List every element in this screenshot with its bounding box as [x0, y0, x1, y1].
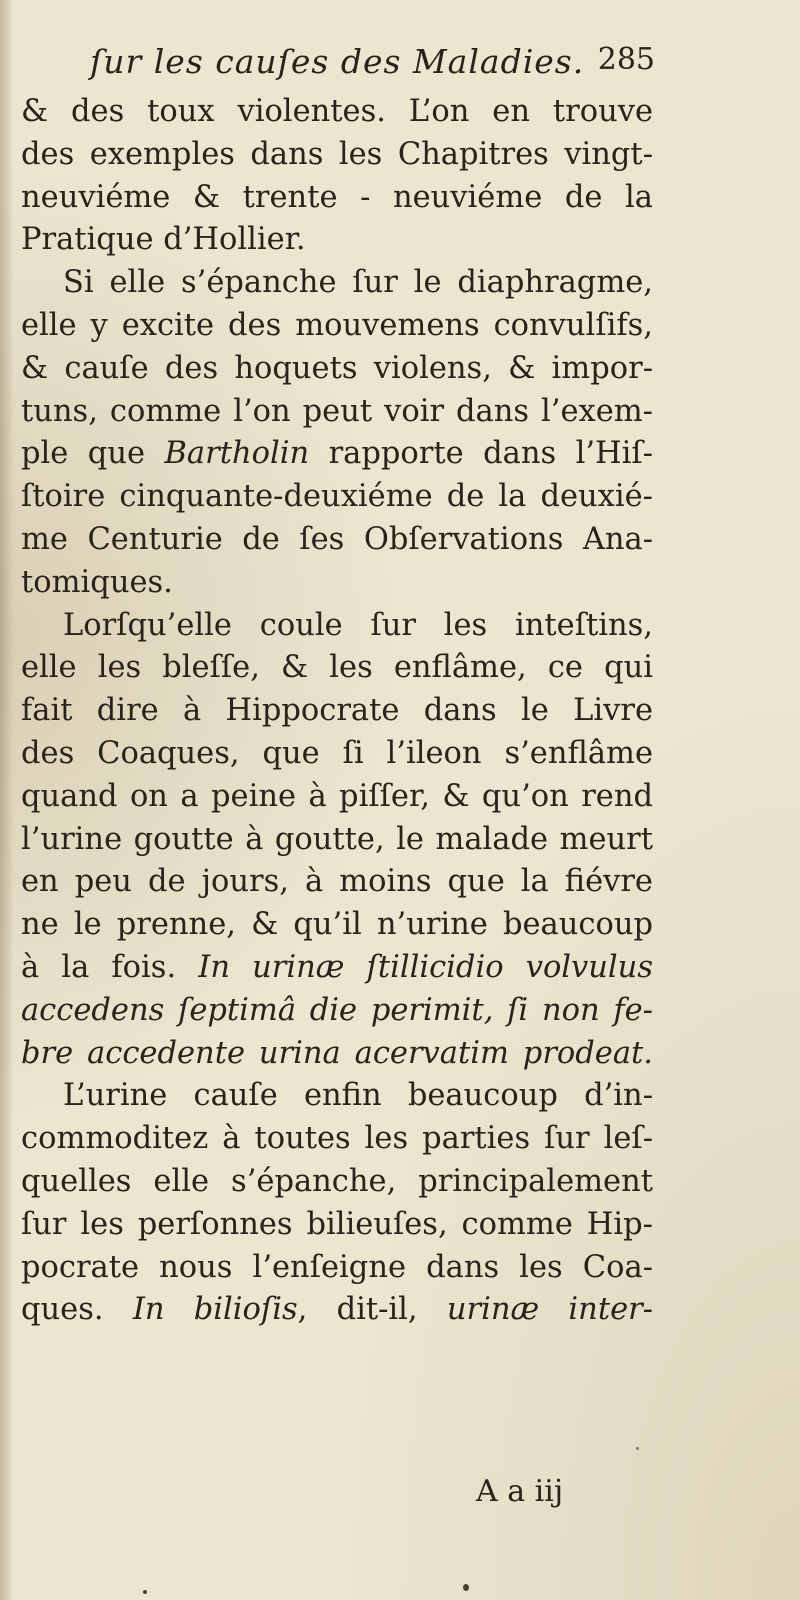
text-segment: pocrate nous l’enſeigne dans les Coa- [21, 1249, 653, 1285]
text-line [21, 91, 653, 134]
text-line [21, 819, 653, 862]
text-line [21, 1033, 653, 1076]
text-line [21, 1204, 653, 1247]
text-line [21, 1161, 653, 1204]
text-segment: fait dire à Hippocrate dans le Livre [21, 693, 653, 729]
text-segment: Lorſqu’elle coule ſur les inteſtins, [63, 607, 653, 643]
text-segment: elle les bleſſe, & les enflâme, ce qui [21, 650, 653, 686]
text-line [21, 776, 653, 819]
text-segment: & des toux violentes. L’on en trouve [21, 94, 653, 129]
text-segment: ques. [21, 1292, 133, 1328]
italic-text-segment: urinæ inter- [446, 1292, 654, 1328]
text-segment: neuviéme & trente - neuviéme de la [21, 179, 653, 215]
text-line [21, 562, 653, 605]
text-line [21, 1118, 653, 1161]
text-segment: l’urine goutte à goutte, le malade meurt [21, 821, 653, 857]
page-number: 285 [597, 42, 655, 77]
text-segment: tuns, comme l’on peut voir dans l’exem- [21, 393, 653, 429]
text-line [21, 990, 653, 1033]
text-line [21, 690, 653, 733]
binding-gutter-shadow [0, 0, 14, 1600]
text-line [21, 733, 653, 776]
italic-text-segment: accedens ſeptimâ die perimit, ſi non fe- [21, 992, 653, 1028]
text-line [21, 947, 653, 990]
text-segment: à la fois. [21, 949, 199, 985]
text-segment: ſur les perſonnes bilieuſes, comme Hip- [21, 1206, 653, 1242]
text-segment: , dit-il, [297, 1292, 447, 1328]
text-segment: ſtoire cinquante-deuxiéme de la deuxié- [21, 479, 653, 515]
body-text [21, 91, 653, 1332]
ink-speck [636, 1447, 639, 1450]
italic-text-segment: Bartholin [164, 436, 310, 472]
text-line [21, 476, 653, 519]
text-line [21, 262, 653, 305]
text-line [21, 519, 653, 562]
text-segment: quelles elle s’épanche, principalement [21, 1163, 653, 1199]
text-line [21, 348, 653, 391]
ink-speck [143, 1590, 147, 1594]
text-segment: rapporte dans l’Hiſ- [309, 436, 654, 472]
text-segment: L’urine cauſe enfin beaucoup d’in- [63, 1078, 653, 1114]
text-segment: me Centurie de ſes Obſervations Ana- [21, 521, 653, 557]
text-line [21, 177, 653, 220]
page-header [90, 42, 655, 92]
text-segment: ple que [21, 436, 165, 472]
text-line [21, 605, 653, 648]
text-segment: des Coaques, que ſi l’ileon s’enflâme [21, 735, 653, 771]
text-line [21, 1075, 653, 1118]
text-segment: tomiques. [21, 564, 173, 600]
signature-mark: A a iij [476, 1474, 564, 1509]
text-segment: Pratique d’Hollier. [21, 222, 306, 258]
text-line [21, 904, 653, 947]
text-line [21, 433, 653, 476]
text-segment: des exemples dans les Chapitres vingt- [21, 136, 653, 172]
text-segment: Si elle s’épanche ſur le diaphragme, [63, 265, 653, 301]
text-segment: ne le prenne, & qu’il n’urine beaucoup [21, 907, 653, 943]
italic-text-segment: In bilioſis [132, 1292, 298, 1328]
text-line [21, 305, 653, 348]
running-head: ſur les cauſes des Maladies. [90, 42, 585, 81]
text-segment: & cauſe des hoquets violens, & impor- [21, 350, 653, 386]
text-line [21, 1247, 653, 1290]
text-segment: quand on a peine à piſſer, & qu’on rend [21, 778, 653, 814]
text-segment: en peu de jours, à moins que la fiévre [21, 864, 653, 900]
text-line [21, 861, 653, 904]
italic-text-segment: bre accedente urina acervatim prodeat. [21, 1035, 653, 1071]
text-line [21, 134, 653, 177]
text-segment: elle y excite des mouvemens convulſifs, [21, 307, 653, 343]
text-segment: commoditez à toutes les parties ſur leſ- [21, 1121, 653, 1157]
text-line [21, 1289, 653, 1332]
text-line [21, 391, 653, 434]
text-line [21, 647, 653, 690]
text-line [21, 219, 653, 262]
ink-speck [463, 1584, 469, 1591]
italic-text-segment: In urinæ ſtillicidio volvulus [198, 949, 653, 985]
